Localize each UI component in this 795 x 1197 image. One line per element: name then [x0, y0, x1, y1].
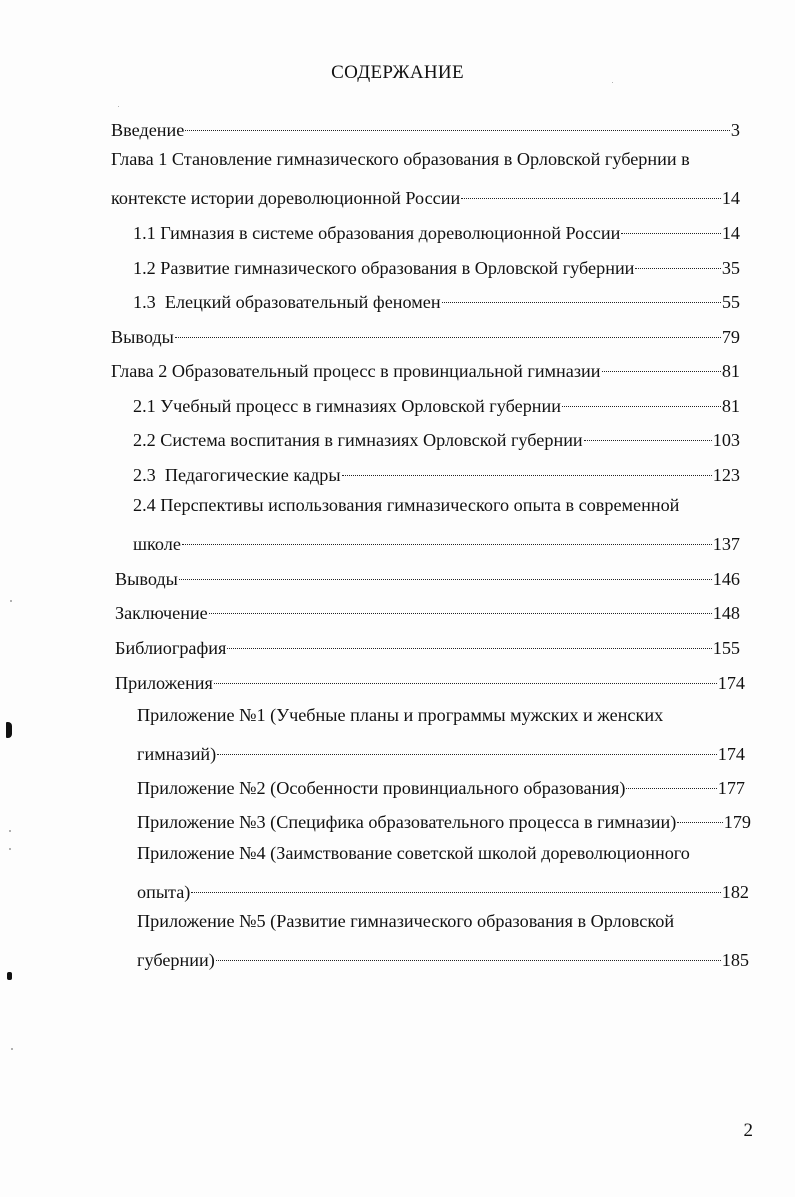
- toc-page-number: 55: [721, 292, 740, 312]
- toc-entry-intro: [111, 114, 740, 141]
- toc-page-number: 123: [712, 465, 740, 485]
- toc-leader: [209, 597, 712, 619]
- toc-label: Введение: [111, 120, 185, 140]
- toc-label: опыта): [137, 882, 191, 902]
- toc-leader: [626, 772, 716, 794]
- toc-entry-appendix-4-line1: Приложение №4 (Заимствование советской школой дореволюционного: [137, 843, 690, 863]
- toc-page-number: 103: [712, 430, 740, 450]
- toc-label: Библиография: [115, 638, 227, 658]
- toc-label: 1.3 Елецкий образовательный феномен: [133, 292, 441, 312]
- toc-entry-2-1: [133, 390, 740, 417]
- toc-page-number: 148: [712, 603, 740, 623]
- toc-leader: [621, 217, 720, 239]
- scan-mark: [7, 972, 12, 980]
- toc-leader: [442, 286, 721, 308]
- toc-entry-ch2: [111, 355, 740, 382]
- toc-page-number: 81: [721, 396, 740, 416]
- toc-label: Приложения: [115, 673, 213, 693]
- toc-page-number: 14: [721, 223, 740, 243]
- toc-entry-bibliography: [115, 632, 740, 659]
- toc-leader: [602, 355, 721, 377]
- page-title: СОДЕРЖАНИЕ: [331, 62, 464, 83]
- toc-page-number: 35: [721, 258, 740, 278]
- toc-leader: [214, 667, 717, 689]
- toc-entry-1-3: [133, 286, 740, 313]
- toc-leader: [677, 806, 722, 828]
- toc-entry-2-4: [133, 528, 740, 555]
- toc-label: губернии): [137, 950, 215, 970]
- toc-entry-2-4-line1: 2.4 Перспективы использования гимназического опыта в современной: [133, 495, 680, 515]
- toc-label: контексте истории дореволюционной России: [111, 188, 461, 208]
- toc-label: Заключение: [115, 603, 208, 623]
- toc-entry-2-3: [133, 459, 740, 486]
- toc-leader: [461, 182, 721, 204]
- toc-entry-1-1: [133, 217, 740, 244]
- scan-speck: [9, 848, 11, 850]
- toc-leader: [175, 321, 721, 343]
- scan-mark: [6, 722, 12, 738]
- toc-page-number: 155: [712, 638, 740, 658]
- toc-entry-conclusions-1: [111, 321, 740, 348]
- toc-label: 2.3 Педагогические кадры: [133, 465, 341, 485]
- toc-entry-ch1: [111, 182, 740, 209]
- scan-speck: [9, 830, 11, 832]
- toc-entry-conclusion: [115, 597, 740, 624]
- toc-leader: [342, 459, 712, 481]
- toc-page-number: 174: [717, 673, 745, 693]
- toc-page-number: 177: [717, 778, 745, 798]
- toc-leader: [216, 944, 721, 966]
- toc-entry-appendix-1: [137, 738, 745, 765]
- toc-entry-appendix-5-line1: Приложение №5 (Развитие гимназического образования в Орловской: [137, 911, 675, 931]
- toc-page-number: 79: [721, 327, 740, 347]
- toc-label: 1.2 Развитие гимназического образования в Орловской губернии: [133, 258, 635, 278]
- toc-entry-appendix-3: [137, 806, 751, 833]
- toc-label: 1.1 Гимназия в системе образования дореволюционной России: [133, 223, 621, 243]
- toc-leader: [635, 252, 720, 274]
- toc-label: 2.2 Система воспитания в гимназиях Орловской губернии: [133, 430, 583, 450]
- page-number: 2: [743, 1120, 753, 1141]
- toc-label: Выводы: [115, 569, 178, 589]
- scan-speck: [10, 600, 12, 602]
- toc-entry-appendix-5: [137, 944, 749, 971]
- toc-leader: [191, 876, 720, 898]
- toc-label: Выводы: [111, 327, 174, 347]
- scan-speck: [612, 82, 613, 83]
- toc-leader: [227, 632, 711, 654]
- toc-leader: [185, 114, 730, 136]
- toc-page-number: 137: [712, 534, 740, 554]
- toc-label: Приложение №2 (Особенности провинциального образования): [137, 778, 626, 798]
- toc-page-number: 14: [721, 188, 740, 208]
- toc-page-number: 179: [723, 812, 751, 832]
- toc-page-number: 182: [721, 882, 749, 902]
- toc-leader: [182, 528, 712, 550]
- toc-page-number: 146: [712, 569, 740, 589]
- toc-page-number: 174: [717, 744, 745, 764]
- toc-label: Глава 2 Образовательный процесс в провинциальной гимназии: [111, 361, 601, 381]
- toc-label: школе: [133, 534, 181, 554]
- toc-entry-appendix-1-line1: Приложение №1 (Учебные планы и программы мужских и женских: [137, 705, 664, 725]
- toc-entry-appendices: [115, 667, 745, 694]
- toc-entry-appendix-2: [137, 772, 745, 799]
- toc-entry-1-2: [133, 252, 740, 279]
- toc-entry-appendix-4: [137, 876, 749, 903]
- toc-entry-2-2: [133, 424, 740, 451]
- toc-leader: [584, 424, 712, 446]
- scan-speck: [11, 1048, 13, 1050]
- toc-page-number: 3: [730, 120, 740, 140]
- toc-entry-ch1-line1: Глава 1 Становление гимназического образования в Орловской губернии в: [111, 149, 690, 169]
- toc-label: Приложение №3 (Специфика образовательного процесса в гимназии): [137, 812, 677, 832]
- toc-leader: [179, 563, 712, 585]
- toc-leader: [562, 390, 721, 412]
- toc-label: 2.1 Учебный процесс в гимназиях Орловской губернии: [133, 396, 561, 416]
- toc-entry-conclusions-2: [115, 563, 740, 590]
- scan-speck: [118, 106, 119, 107]
- toc-page-number: 185: [721, 950, 749, 970]
- toc-label: гимназий): [137, 744, 217, 764]
- toc-page-number: 81: [721, 361, 740, 381]
- toc-leader: [217, 738, 717, 760]
